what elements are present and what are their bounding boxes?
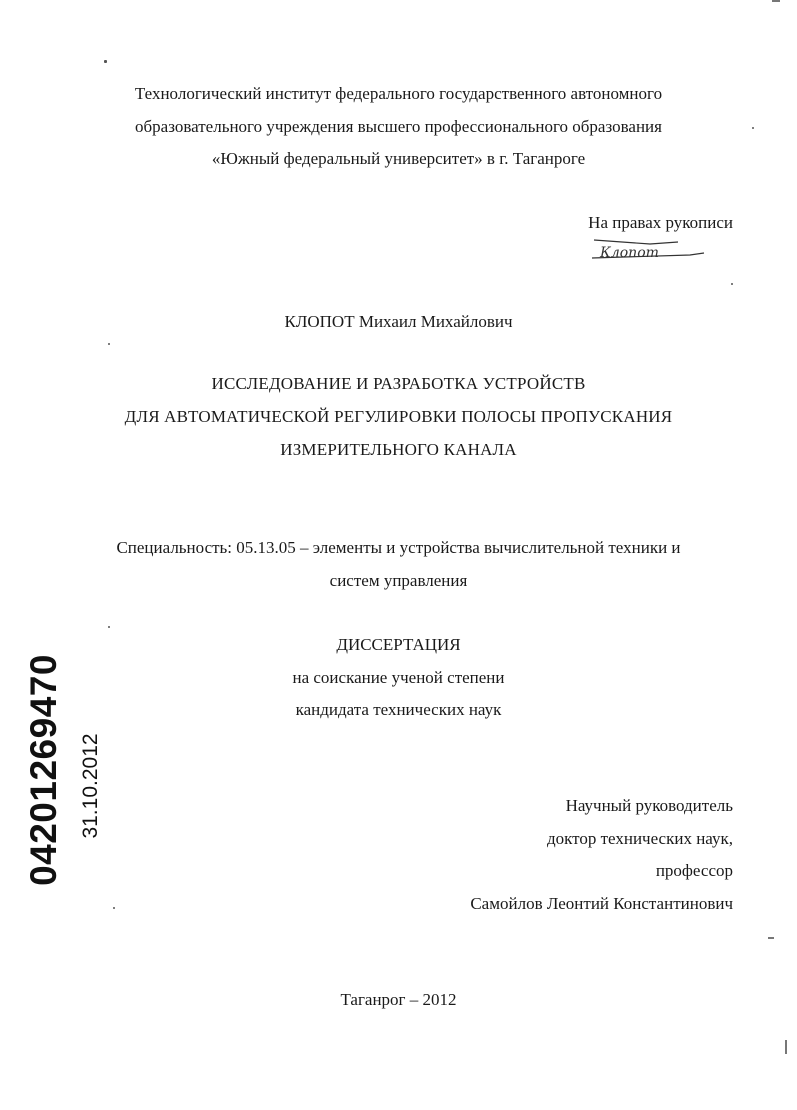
work-type-line-2: на соискание ученой степени	[292, 668, 505, 687]
supervisor-degree: доктор технических наук,	[546, 829, 733, 848]
manuscript-rights: На правах рукописи	[588, 213, 733, 232]
work-type-heading: ДИССЕРТАЦИЯ	[336, 635, 461, 654]
scan-speck	[752, 127, 754, 129]
scan-speck	[108, 343, 110, 345]
signature-text: Клопот	[600, 245, 659, 261]
supervisor-role: Научный руководитель	[565, 796, 733, 815]
scan-edge-mark	[768, 937, 774, 939]
title-line-1: ИССЛЕДОВАНИЕ И РАЗРАБОТКА УСТРОЙСТВ	[211, 374, 586, 393]
institution-line-3: «Южный федеральный университет» в г. Таганроге	[211, 149, 586, 168]
author-signature	[590, 236, 710, 264]
title-line-3: ИЗМЕРИТЕЛЬНОГО КАНАЛА	[280, 440, 517, 459]
supervisor-name: Самойлов Леонтий Константинович	[470, 894, 733, 913]
institution-line-1: Технологический институт федерального государственного автономного	[134, 84, 663, 103]
registration-number: 04201269470	[23, 654, 64, 886]
scan-speck	[113, 907, 115, 909]
work-type-line-3: кандидата технических наук	[295, 700, 502, 719]
scan-edge-mark	[785, 1040, 787, 1054]
registration-date: 31.10.2012	[79, 733, 102, 839]
scan-speck	[731, 283, 733, 285]
scan-speck	[108, 626, 110, 628]
author-name: КЛОПОТ Михаил Михайлович	[284, 312, 513, 331]
place-year: Таганрог – 2012	[340, 990, 457, 1009]
scan-speck	[104, 60, 107, 63]
specialty-line-2: систем управления	[329, 571, 468, 590]
title-line-2: ДЛЯ АВТОМАТИЧЕСКОЙ РЕГУЛИРОВКИ ПОЛОСЫ ПРОПУСКАНИЯ	[124, 407, 673, 426]
specialty-line-1: Специальность: 05.13.05 – элементы и устройства вычислительной техники и	[116, 538, 681, 557]
supervisor-rank: профессор	[655, 861, 733, 880]
scan-edge-mark	[772, 0, 780, 2]
institution-line-2: образовательного учреждения высшего профессионального образования	[135, 117, 662, 136]
